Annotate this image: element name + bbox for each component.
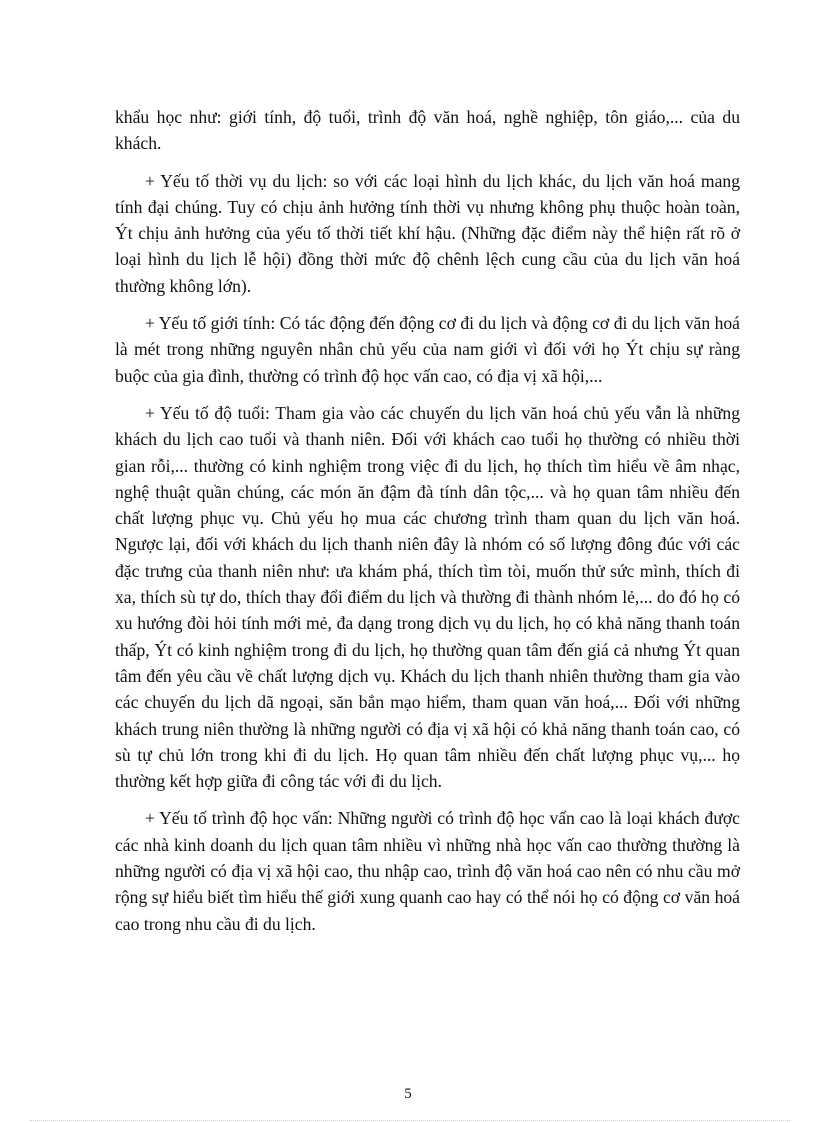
page-bottom-divider: [30, 1120, 790, 1121]
paragraph-education-factor: + Yếu tố trình độ học vấn: Những người có trình độ học vấn cao là loại khách được các nhà kinh doanh du lịch quan tâm nhiều vì những nhà học vấn cao thường thường là những người có địa vị xã hội cao, thu nhập cao, trình độ văn hoá cao nên có nhu cầu mở rộng sự hiểu biết tìm hiểu thế giới xung quanh cao hay có thể nói họ có động cơ văn hoá cao trong nhu cầu đi du lịch.: [115, 808, 740, 934]
page-number: 5: [404, 1086, 412, 1102]
page-body: [115, 104, 740, 948]
paragraph-seasonality-factor: + Yếu tố thời vụ du lịch: so với các loại hình du lịch khác, du lịch văn hoá mang tính đại chúng. Tuy có chịu ảnh hưởng tính thời vụ nhưng không phụ thuộc hoàn toàn, Ýt chịu ảnh hưởng của yếu tố thời tiết khí hậu. (Những đặc điểm này thể hiện rất rõ ở loại hình du lịch lễ hội) đồng thời mức độ chênh lệch cung cầu của du lịch văn hoá thường không lớn).: [115, 170, 740, 296]
paragraph-age-factor: + Yếu tố độ tuổi: Tham gia vào các chuyến du lịch văn hoá chủ yếu vẫn là những khách du lịch cao tuổi và thanh niên. Đối với khách cao tuổi họ thường có nhiều thời gian rỗi,... thường có kinh nghiệm trong việc đi du lịch, họ thích tìm hiểu về âm nhạc, nghệ thuật quần chúng, các món ăn đậm đà tính dân tộc,... và họ quan tâm nhiều đến chất lượng phục vụ. Chủ yếu họ mua các chương trình tham quan du lịch văn hoá. Ngược lại, đối với khách du lịch thanh niên đây là nhóm có số lượng đông đúc với các đặc trưng của thanh niên như: ưa khám phá, thích tìm tòi, muốn thử sức mình, thích đi xa, thích sù tự do, thích thay đổi điểm du lịch và thường đi thành nhóm lẻ,... do đó họ có xu hướng đòi hỏi tính mới mẻ, đa dạng trong dịch vụ du lịch, họ có khả năng thanh toán thấp, Ýt có kinh nghiệm trong đi du lịch, họ thường quan tâm đến giá cả nhưng Ýt quan tâm đến yêu cầu về chất lượng dịch vụ. Khách du lịch thanh nhiên thường tham gia vào các chuyến du lịch dã ngoại, săn bắn mạo hiểm, tham quan văn hoá,... Đối với những khách trung niên thường là những người có địa vị xã hội có khả năng thanh toán cao, có sù tự chủ lớn trong khi đi du lịch. Họ quan tâm nhiều đến chất lượng phục vụ,... họ thường kết hợp giữa đi công tác với đi du lịch.: [115, 402, 740, 792]
paragraph-gender-factor: + Yếu tố giới tính: Có tác động đến động cơ đi du lịch và động cơ đi du lịch văn hoá là mét trong những nguyên nhân chủ yếu của nam giới vì đối với họ Ýt chịu sự ràng buộc của gia đình, thường có trình độ học vấn cao, có địa vị xã hội,...: [115, 313, 740, 386]
paragraph-continuation: khẩu học như: giới tính, độ tuổi, trình độ văn hoá, nghề nghiệp, tôn giáo,... của du khách.: [115, 107, 740, 154]
